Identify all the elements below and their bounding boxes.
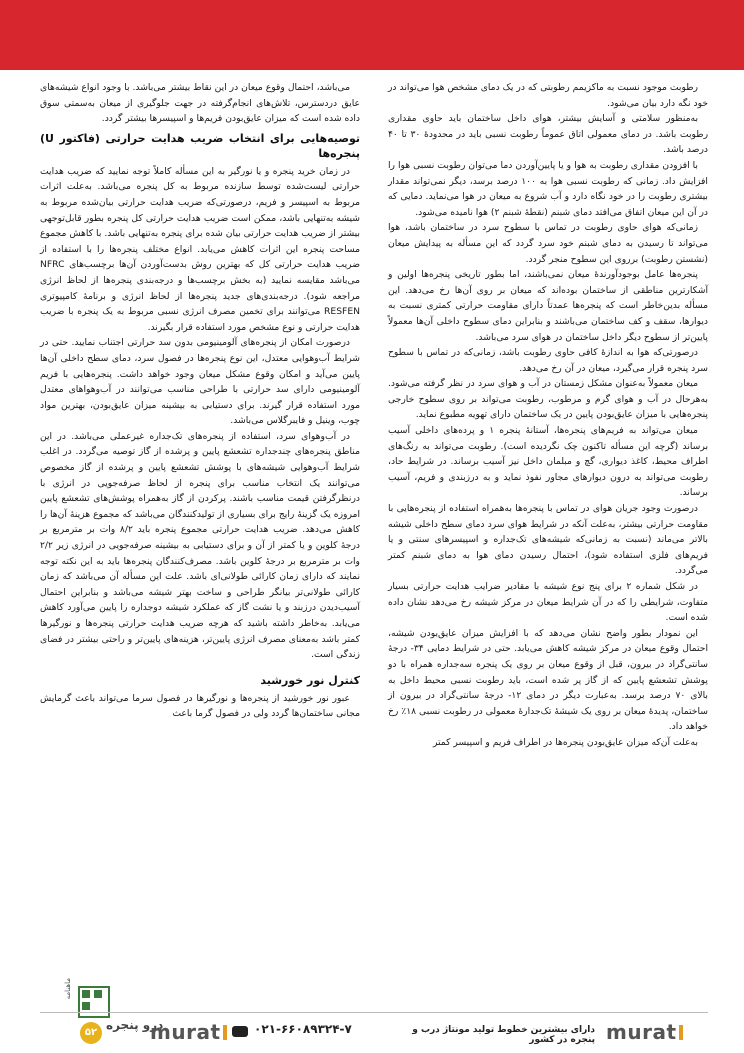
footer-divider [40, 1012, 708, 1013]
paragraph: به‌منظور سلامتی و آسایش بیشتر، هوای داخل ساختمان باید حاوی مقداری رطوبت باشد. در دمای معمولی اتاق عموماً رطوبت نسبی باید در محدودهٔ ۳۰ تا ۴۰ درصد باشد. [388, 113, 709, 156]
paragraph: به‌علت آن‌که میزان عایق‌بودن پنجره‌ها در اطراف فریم و اسپیسر کمتر [432, 736, 698, 748]
article-right-column [388, 80, 708, 751]
article-left-column [40, 80, 360, 722]
magazine-title: درو پنجره [106, 1018, 164, 1032]
paragraph: می‌باشد، احتمال وقوع میعان در این نقاط بیشتر می‌باشد. با وجود انواع شیشه‌های عایق دردسترس، تلاش‌های انجام‌گرفته در جهت جلوگیری از میعان به‌سمتی سوق داده شده است که میزان عایق‌بودن فریم‌ها و اسپیسرها بیشتر گردد. [40, 82, 360, 125]
paragraph: رطوبت موجود نسبت به ماکزیمم رطوبتی که در یک دمای مشخص هوا می‌تواند در خود نگه دارد بیان می‌شود. [388, 82, 708, 109]
paragraph: در زمان خرید پنجره و یا نورگیر به این مسأله کاملاً توجه نمایید که ضریب هدایت حرارتی لیست‌شده توسط سازنده مربوط به کل پنجره می‌باشد. به‌علت اثرات مربوط به اسپیسر و فریم، درصورتی‌که ضریب هدایت حرارتی بیان‌شده مربوط به شیشه به‌تنهایی باشد، ممکن است ضریب هدایت حرارتی کل پنجره بطور قابل‌توجهی بیشتر از ضریب هدایت حرارتی بیان شده برای پنجره به‌تنهایی باشد. با کاهش مجموع مساحت پنجره این اثرات کاهش می‌یابد. انواع مختلف پنجره‌ها را با استفاده از ضریب هدایت حرارتی کل که بهترین روش بدست‌آوردن آن‌ها برچسب‌های NFRC می‌باشد مقایسه نمایید (به بخش برچسب‌ها و درجه‌بندی پنجره‌ها از لحاظ انرژی مراجعه شود). درجه‌بندی‌های جدید پنجره‌ها از لحاظ انرژی و برنامهٔ کامپیوتری RESFEN می‌توانند برای تخمین مصرف انرژی نسبی مربوط به یک پنجره با ضریب هدایت حرارتی و نوع مشخص مورد استفاده قرار بگیرند. [40, 165, 360, 333]
section-heading-sunlight-control: کنترل نور خورشید [260, 673, 360, 687]
paragraph: در شکل شماره ۲ برای پنج نوع شیشه با مقادیر ضرایب هدایت حرارتی بسیار متفاوت، شرایطی را که در آن شرایط میعان در مرکز شیشه رخ می‌دهد نشان داده شده است. [388, 581, 708, 624]
magazine-vertical-caption: ماهنامه [64, 978, 72, 1000]
murat-logo-left: murat [150, 1020, 227, 1044]
section-heading-u-factor: توصیه‌هایی برای انتخاب ضریب هدایت حرارتی (فاکتور U) پنجره‌ها [40, 131, 360, 160]
logo-accent-icon [679, 1025, 683, 1040]
paragraph: پنجره‌ها عامل بوجودآورندهٔ میعان نمی‌باشند، اما بطور تاریخی پنجره‌ها اولین و آشکارترین مناطقی از ساختمان بوده‌اند که میعان بر روی آن‌ها رخ می‌دهد. این مسأله بدین‌خاطر است که پنجره‌ها عمدتاً دارای مقاومت حرارتی کمتری نسبت به دیوارها، سقف و کف ساختمان می‌باشند و بنابراین دمای سطوح داخلی آن‌ها معمولاً پایین‌تر از سطوح دیگر داخل ساختمان در هوای سرد می‌باشد. [388, 269, 708, 343]
paragraph: زمانی‌که هوای حاوی رطوبت در تماس با سطوح سرد در ساختمان باشد، هوا می‌تواند تا رسیدن به دمای شبنم خود سرد گردد که این مسأله به پیدایش میعان (نشستن رطوبت) برروی این سطوح منجر گردد. [388, 222, 708, 265]
paragraph: میعان معمولاً به‌عنوان مشکل زمستان در آب و هوای سرد در نظر گرفته می‌شود. به‌هرحال در آب و هوای گرم و مرطوب، رطوبت می‌تواند بر روی سطوح خارجی پنجره‌هایی با میزان عایق‌بودن پایین در یک ساختمان دارای تهویه مطبوع نماید. [388, 378, 708, 421]
phone-number: ۰۲۱-۶۶۰۸۹۳۲۴-۷ [254, 1022, 352, 1036]
paragraph: درصورتی‌که هوا به اندازهٔ کافی حاوی رطوبت باشد، زمانی‌که در تماس با سطوح سرد پنجره قرار می‌گیرد، میعان در آن رخ می‌دهد. [388, 347, 708, 374]
header-red-bar [0, 0, 744, 70]
phone-icon [232, 1026, 248, 1037]
footer-ad-strip [0, 1014, 744, 1050]
tagline: دارای بیشترین خطوط تولید مونتاژ درب و پنجره در کشور [412, 1025, 595, 1045]
logo-accent-icon [223, 1025, 227, 1040]
paragraph: با افزودن مقداری رطوبت به هوا و یا پایین‌آوردن دما می‌توان رطوبت نسبی هوا را افزایش داد. زمانی که رطوبت نسبی هوا به ۱۰۰ درصد برسد، دیگر نمی‌تواند مقدار بیشتری رطوبت را در خود نگاه دارد و آب شروع به میعان در هوا می‌نماید. دمایی که در آن این میعان اتفاق می‌افتد دمای شبنم (نقطهٔ شبنم ۲) هوا نامیده می‌شود. [388, 159, 708, 218]
paragraph: این نمودار بطور واضح نشان می‌دهد که با افزایش میزان عایق‌بودن شیشه، احتمال وقوع میعان در مرکز شیشه کاهش می‌یابد. حتی در شرایط دمایی ۳۴- درجهٔ سانتی‌گراد در بیرون، قبل از وقوع میعان بر روی یک پنجره سه‌جداره همراه با دو پوشش تشعشع پایین که از گاز پر شده است، باید رطوبت نسبی محیط داخل به بالای ۷۰ درصد برسد. به‌عبارت دیگر در دمای ۱۲- درجهٔ سانتی‌گراد در بیرون از ساختمان، پدیدهٔ میعان بر روی یک شیشهٔ تک‌جدارهٔ معمولی در رطوبت نسبی ۱۸٪ رخ خواهد داد. [388, 627, 708, 733]
paragraph: میعان می‌تواند به فریم‌های پنجره‌ها، آستانهٔ پنجره ۱ و پرده‌های داخلی آسیب برساند (گرچه این مسأله تاکنون چک نگردیده است). رطوبت می‌تواند به رنگ‌های اطراف محیط، کاغذ دیواری، گچ و مبلمان داخل نیز آسیب برساند. در شرایط حاد، رطوبت می‌تواند به درون دیوارهای مجاور نفوذ نماید و به درزبندی و فریم، آسیب برساند. [388, 425, 708, 499]
page-number-badge: ۵۲ [80, 1022, 102, 1044]
paragraph: درصورت امکان از پنجره‌های آلومینیومی بدون سد حرارتی اجتناب نمایید. حتی در شرایط آب‌وهوایی معتدل، این نوع پنجره‌ها در فصول سرد، دمای سطح داخلی آن‌ها پایین می‌آید و امکان وقوع مشکل میعان وجود خواهد داشت. پنجره‌هایی با فریم آلومینیومی دارای سد حرارتی با طراحی مناسب می‌توانند در آب‌وهواهای معتدل مورد استفاده قرار گیرند. برای دستیابی به بیشینه میزان عایق‌بودن، بهترین مواد چوب، وینیل و فایبرگلاس می‌باشد. [40, 337, 360, 427]
paragraph: در آب‌وهوای سرد، استفاده از پنجره‌های تک‌جداره غیرعملی می‌باشد. در این مناطق پنجره‌های چندجداره تشعشع پایین و پرشده از گاز توصیه می‌گردد. در اغلب شرایط آب‌وهوایی شیشه‌های با پوشش تشعشع پایین و پرشده از گاز مخصوص می‌توانند یک انتخاب مناسب برای پنجره از لحاظ صرفه‌جویی در انرژی با درنظرگرفتن قیمت مناسب باشند. پرکردن از گاز به‌همراه پوشش‌های تشعشع پایین امروزه یک گزینهٔ رایج برای بسیاری از تولیدکنندگان می‌باشد که مجموع هزینهٔ آن‌ها را کاهش می‌دهد. ضریب هدایت حرارتی مجموع پنجره باید ۸/۲ وات بر مترمربع بر درجهٔ کلوین و یا کمتر از آن و برای دستیابی به بیشینه صرفه‌جویی در انرژی زیر ۲/۲ وات بر مترمربع بر درجهٔ کلوین باشد. مصرف‌کنندگان پنجره‌ها باید به این نکته توجه نمایند که دارای زمان کارائی طولانی‌ای باشد. علت این مسأله آن می‌باشد که زمان کارائی طولانی‌تر بیانگر طراحی و ساخت بهتر شیشه می‌باشد و بنابراین احتمال آسیب‌دیدن درزبند و یا نشت گاز که عملکرد شیشه دوجداره را پایین می‌آورد کاهش می‌یابد. به‌خاطر داشته باشید که هرچه ضریب هدایت حرارتی پنجره‌ها و نورگیرها کمتر باشد به‌معنای مصرف انرژی پایین‌تر، هزینه‌های پایین‌تر و راحتی بیشتر در فضای زندگی است. [40, 430, 360, 661]
paragraph: عبور نور خورشید از پنجره‌ها و نورگیرها در فصول سرما می‌تواند باعث گرمایش مجانی ساختمان‌ها گردد ولی در فصول گرما باعث [40, 692, 360, 720]
murat-logo-right: murat [606, 1020, 683, 1044]
paragraph: درصورت وجود جریان هوای در تماس با پنجره‌ها به‌همراه استفاده از پنجره‌هایی با مقاومت حرارتی بیشتر، به‌علت آنکه در شرایط هوای سرد دمای سطح داخلی شیشه بالاتر می‌ماند (نسبت به زمانی‌که شیشه‌های تک‌جداره و اسپیسرهای سنتی و یا فریم‌های فلزی استفاده شود)، احتمال رسیدن دمای هوا به دمای شبنم کمتر می‌گردد. [388, 503, 708, 577]
